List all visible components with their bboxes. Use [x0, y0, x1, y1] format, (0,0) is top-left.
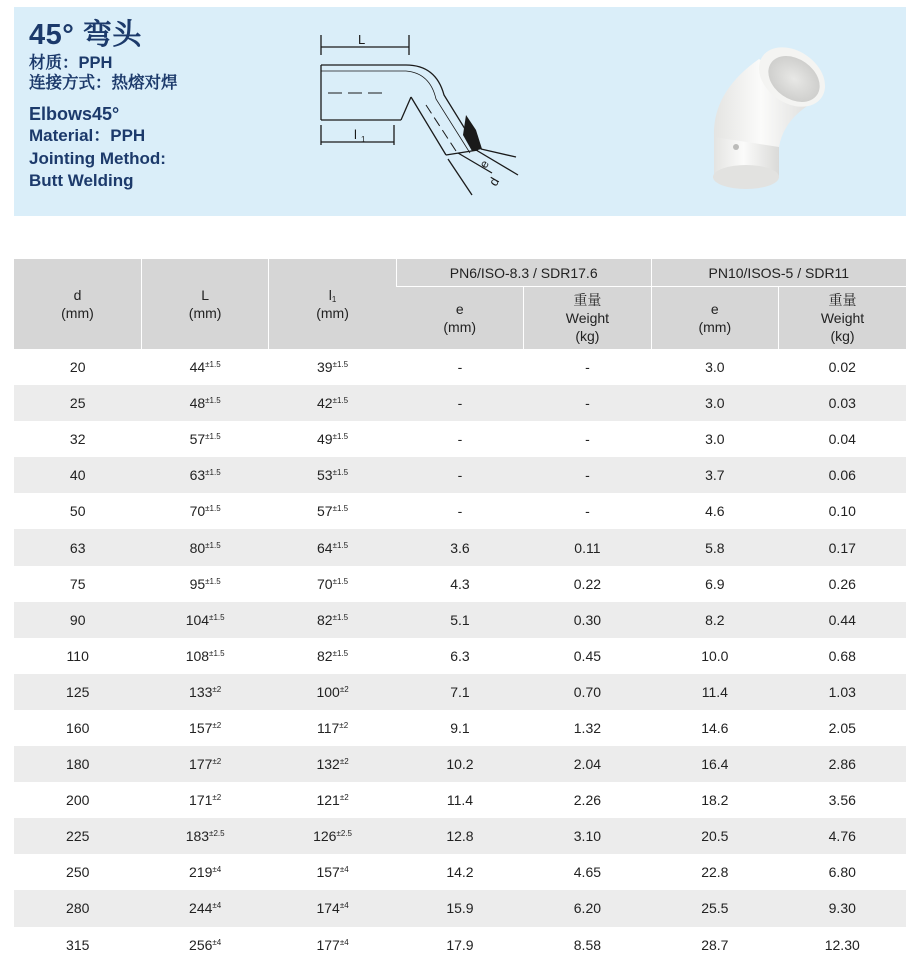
cell-L: $104^{\pm 1.5}$ [141, 602, 268, 638]
cell-e-pn10: 3.0 [705, 359, 725, 376]
cell-e-pn10: 5.8 [651, 529, 778, 565]
cell-l1: $57^{\pm 1.5}$ [317, 503, 349, 520]
cell-e-pn6: 10.2 [396, 746, 523, 782]
cell-weight-pn6: - [585, 359, 590, 376]
cell-l1: $42^{\pm 1.5}$ [269, 385, 396, 421]
table-row [14, 602, 906, 638]
col-header-e-pn6: e (mm) [396, 287, 523, 349]
cell-e-pn10: 20.5 [651, 818, 778, 854]
cell-l1: $157^{\pm 4}$ [316, 864, 349, 881]
table-row [14, 566, 906, 602]
cell-L: $108^{\pm 1.5}$ [185, 647, 225, 664]
table-row [14, 746, 906, 782]
cell-d: 90 [14, 602, 141, 638]
cell-d: 75 [69, 575, 86, 592]
cell-l1: $126^{\pm 2.5}$ [269, 818, 396, 854]
table-row [14, 529, 906, 565]
product-title-en: Elbows45° [29, 104, 120, 124]
cell-weight-pn10: 0.02 [828, 359, 856, 376]
cell-weight-pn10: 3.56 [828, 792, 856, 809]
cell-e-pn10: 4.6 [705, 503, 725, 520]
cell-weight-pn10: 12.30 [824, 936, 860, 953]
cell-e-pn10: 10.0 [701, 647, 729, 664]
cell-d: 200 [66, 792, 90, 809]
cell-l1: $82^{\pm 1.5}$ [317, 647, 349, 664]
cell-d: 315 [66, 936, 90, 953]
dim-label-e: e [476, 157, 492, 171]
group-header-pn10: PN10/ISOS-5 / SDR11 [651, 259, 906, 287]
table-row [14, 818, 906, 854]
cell-e-pn6: 6.3 [450, 647, 470, 664]
cell-weight-pn10: 0.06 [779, 457, 906, 493]
cell-weight-pn10: 0.03 [779, 385, 906, 421]
cell-e-pn10: 3.0 [651, 385, 778, 421]
table-row [14, 349, 906, 385]
cell-weight-pn10: 0.04 [828, 431, 856, 448]
col-header-weight-pn10: 重量 Weight (kg) [779, 287, 906, 349]
cell-e-pn6: - [457, 359, 463, 376]
cell-d: 20 [69, 359, 86, 376]
cell-e-pn6: 11.4 [446, 792, 474, 809]
cell-e-pn10: 18.2 [701, 792, 729, 809]
cell-weight-pn6: 1.32 [573, 719, 602, 736]
cell-weight-pn10: 0.44 [779, 602, 906, 638]
cell-e-pn10: 28.7 [701, 936, 729, 953]
table-row [14, 854, 906, 890]
cell-L: $256^{\pm 4}$ [189, 936, 222, 953]
cell-L: $133^{\pm 2}$ [141, 674, 268, 710]
material-en: Material：PPH [29, 126, 146, 145]
product-info [29, 17, 178, 193]
cell-weight-pn6: 6.20 [524, 890, 651, 926]
cell-e-pn10: 3.0 [705, 431, 725, 448]
cell-e-pn6: 14.2 [446, 864, 474, 881]
cell-l1: $39^{\pm 1.5}$ [317, 359, 349, 376]
table-row [14, 493, 906, 529]
cell-d: 40 [14, 457, 141, 493]
cell-weight-pn6: 0.30 [524, 602, 651, 638]
cell-e-pn6: 3.6 [396, 529, 523, 565]
cell-e-pn10: 8.2 [651, 602, 778, 638]
cell-weight-pn10: 2.05 [828, 719, 856, 736]
cell-L: $48^{\pm 1.5}$ [141, 385, 268, 421]
elbow-technical-drawing [306, 25, 546, 210]
jointing-method-en: Jointing Method: [29, 148, 166, 168]
table-row [14, 385, 906, 421]
cell-L: $44^{\pm 1.5}$ [189, 359, 221, 376]
cell-l1: $174^{\pm 4}$ [269, 890, 396, 926]
cell-weight-pn10: 0.17 [779, 529, 906, 565]
cell-L: $177^{\pm 2}$ [141, 746, 268, 782]
col-header-d: d (mm) [14, 259, 141, 350]
cell-weight-pn6: 0.11 [524, 529, 651, 565]
cell-e-pn6: 17.9 [446, 936, 474, 953]
dim-label-l1: l [354, 127, 357, 142]
cell-e-pn10: 3.7 [651, 457, 778, 493]
table-row [14, 890, 906, 926]
product-title-cn: 45° 弯头 [29, 19, 142, 51]
cell-weight-pn6: 0.45 [573, 647, 602, 664]
cell-d: 32 [69, 431, 86, 448]
dim-label-L: L [358, 32, 366, 47]
cell-L: $95^{\pm 1.5}$ [189, 575, 221, 592]
jointing-cn: 连接方式：热熔对焊 [29, 74, 178, 92]
cell-L: $157^{\pm 2}$ [189, 719, 222, 736]
cell-e-pn6: 7.1 [396, 674, 523, 710]
cell-l1: $82^{\pm 1.5}$ [269, 602, 396, 638]
cell-d: 250 [66, 864, 90, 881]
cell-weight-pn10: 4.76 [779, 818, 906, 854]
cell-e-pn6: - [457, 431, 463, 448]
cell-d: 125 [14, 674, 141, 710]
cell-d: 63 [14, 529, 141, 565]
cell-L: $219^{\pm 4}$ [189, 864, 222, 881]
cell-e-pn10: 11.4 [651, 674, 778, 710]
cell-weight-pn10: 9.30 [779, 890, 906, 926]
table-row [14, 638, 906, 674]
cell-weight-pn10: 6.80 [828, 864, 856, 881]
cell-d: 110 [66, 647, 89, 664]
product-header [14, 7, 906, 216]
cell-weight-pn6: 2.26 [573, 792, 602, 809]
cell-weight-pn6: 2.04 [524, 746, 651, 782]
cell-weight-pn6: 0.22 [573, 575, 602, 592]
cell-weight-pn6: 3.10 [524, 818, 651, 854]
table-row [14, 421, 906, 457]
cell-d: 225 [14, 818, 141, 854]
cell-e-pn6: 5.1 [396, 602, 523, 638]
cell-weight-pn10: 0.68 [828, 647, 856, 664]
cell-d: 25 [14, 385, 141, 421]
cell-l1: $100^{\pm 2}$ [269, 674, 396, 710]
cell-l1: $132^{\pm 2}$ [269, 746, 396, 782]
cell-e-pn10: 25.5 [651, 890, 778, 926]
cell-e-pn6: - [457, 503, 463, 520]
cell-weight-pn6: - [585, 503, 590, 520]
cell-l1: $49^{\pm 1.5}$ [317, 431, 349, 448]
cell-weight-pn10: 2.86 [779, 746, 906, 782]
cell-e-pn10: 22.8 [701, 864, 729, 881]
butt-welding-en: Butt Welding [29, 171, 134, 190]
cell-e-pn10: 6.9 [705, 575, 725, 592]
cell-e-pn10: 16.4 [651, 746, 778, 782]
cell-e-pn6: - [396, 457, 523, 493]
material-cn: 材质：PPH [29, 54, 113, 72]
cell-L: $171^{\pm 2}$ [189, 792, 222, 809]
dim-label-l1-sub: 1 [361, 135, 366, 144]
col-header-weight-pn6: 重量 Weight (kg) [524, 287, 651, 349]
cell-weight-pn6: 4.65 [573, 864, 602, 881]
cell-d: 180 [14, 746, 141, 782]
cell-L: $57^{\pm 1.5}$ [189, 431, 221, 448]
cell-L: $70^{\pm 1.5}$ [189, 503, 221, 520]
cell-L: $244^{\pm 4}$ [141, 890, 268, 926]
cell-weight-pn6: 8.58 [573, 936, 602, 953]
cell-L: $63^{\pm 1.5}$ [141, 457, 268, 493]
table-row [14, 710, 906, 746]
cell-weight-pn10: 0.10 [828, 503, 856, 520]
cell-l1: $70^{\pm 1.5}$ [317, 575, 349, 592]
elbow-product-photo [684, 37, 844, 197]
table-row [14, 674, 906, 710]
cell-e-pn6: 9.1 [450, 719, 470, 736]
cell-e-pn6: 15.9 [396, 890, 523, 926]
cell-L: $183^{\pm 2.5}$ [141, 818, 268, 854]
cell-l1: $177^{\pm 4}$ [316, 936, 349, 953]
cell-l1: $53^{\pm 1.5}$ [269, 457, 396, 493]
table-row [14, 782, 906, 818]
table-row [14, 927, 906, 963]
spec-table-body [14, 349, 906, 963]
table-row [14, 457, 906, 493]
cell-weight-pn6: - [585, 431, 590, 448]
cell-l1: $64^{\pm 1.5}$ [269, 529, 396, 565]
cell-weight-pn10: 0.26 [828, 575, 856, 592]
cell-e-pn6: 4.3 [450, 575, 470, 592]
cell-d: 160 [66, 719, 90, 736]
col-header-L: L (mm) [141, 259, 268, 350]
col-header-l1: $l_1$ (mm) [269, 259, 396, 350]
cell-l1: $117^{\pm 2}$ [316, 719, 349, 736]
col-header-e-pn10: e (mm) [651, 287, 778, 349]
cell-l1: $121^{\pm 2}$ [316, 792, 349, 809]
cell-d: 280 [14, 890, 141, 926]
cell-L: $80^{\pm 1.5}$ [141, 529, 268, 565]
cell-d: 50 [69, 503, 86, 520]
cell-e-pn6: 12.8 [396, 818, 523, 854]
cell-weight-pn6: - [524, 385, 651, 421]
dim-label-d: d [485, 174, 503, 189]
elbow-spec-table [14, 258, 906, 963]
cell-e-pn6: - [396, 385, 523, 421]
group-header-pn6: PN6/ISO-8.3 / SDR17.6 [396, 259, 651, 287]
cell-weight-pn6: 0.70 [524, 674, 651, 710]
cell-weight-pn6: - [524, 457, 651, 493]
cell-e-pn10: 14.6 [701, 719, 729, 736]
cell-weight-pn10: 1.03 [779, 674, 906, 710]
